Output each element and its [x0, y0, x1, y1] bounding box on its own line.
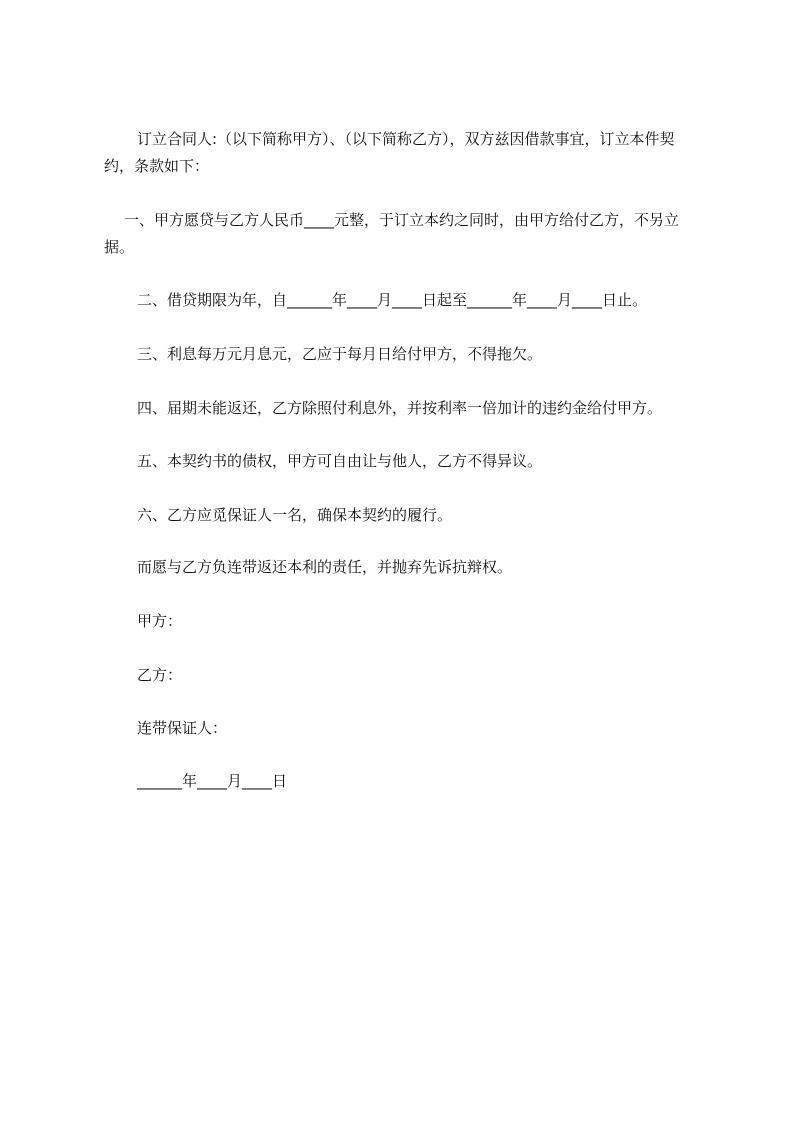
signature-party-a: 甲方：	[137, 612, 183, 630]
signature-guarantor: 连带保证人：	[137, 719, 228, 737]
clause-3: 三、利息每万元月息元，乙应于每月日给付甲方，不得拖欠。	[137, 345, 543, 363]
signature-party-b: 乙方：	[137, 666, 183, 684]
signature-date: ______年____月____日	[137, 772, 288, 790]
contract-intro: 订立合同人:（以下简称甲方）、（以下简称乙方），双方兹因借款事宜，订立本件契约，条款如下：	[104, 130, 675, 175]
clause-1: 一、甲方愿贷与乙方人民币____元整，于订立本约之同时，由甲方给付乙方，不另立据。	[104, 211, 680, 256]
clause-5: 五、本契约书的债权，甲方可自由让与他人，乙方不得异议。	[137, 452, 543, 470]
clause-4: 四、届期未能返还，乙方除照付利息外，并按利率一倍加计的违约金给付甲方。	[137, 399, 663, 417]
guarantor-clause: 而愿与乙方负连带返还本利的责任，并抛弃先诉抗辩权。	[137, 558, 513, 576]
clause-6: 六、乙方应觅保证人一名，确保本契约的履行。	[137, 506, 453, 524]
clause-2: 二、借贷期限为年，自______年____月____日起至______年____月____日止。	[137, 291, 648, 309]
